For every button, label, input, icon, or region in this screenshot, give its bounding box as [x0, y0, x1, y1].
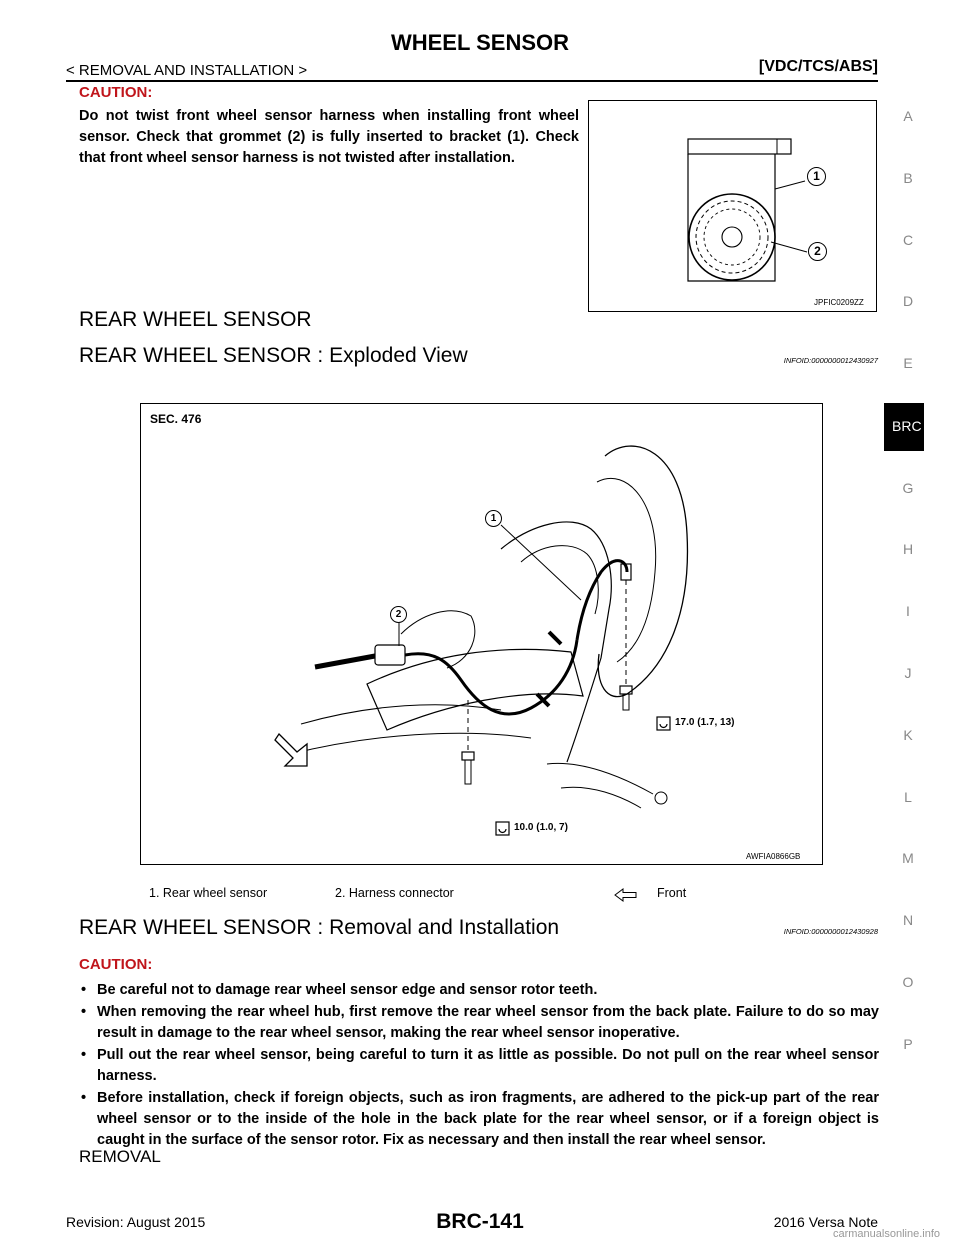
callout-grommet [808, 242, 827, 261]
torque-lower: 10.0 (1.0, 7) [514, 822, 568, 833]
side-index-letter[interactable]: P [903, 1036, 913, 1052]
legend-front-label: Front [657, 886, 687, 900]
callout-rear-wheel-sensor [485, 510, 502, 527]
figure-id: JPFIC0209ZZ [814, 298, 864, 307]
legend-item-rear-wheel-sensor: 1. Rear wheel sensor [149, 886, 268, 900]
exploded-view-figure [140, 403, 823, 865]
page-title: WHEEL SENSOR [390, 30, 570, 55]
side-index-active-tab[interactable]: BRC [884, 403, 924, 451]
side-index-letter[interactable]: J [904, 665, 912, 681]
caution-item: • Pull out the rear wheel sensor, being careful to turn it as little as possible. Do not pull on the rear wheel sensor harness. [79, 1045, 879, 1087]
side-index-letter[interactable]: B [903, 170, 913, 186]
section-heading-rear-wheel-sensor: REAR WHEEL SENSOR [79, 308, 312, 331]
section-path: < REMOVAL AND INSTALLATION > [66, 62, 308, 79]
side-index-letter[interactable]: H [902, 541, 914, 557]
side-index-letter[interactable]: N [902, 912, 914, 928]
callout-harness-connector [390, 606, 407, 623]
footer-watermark: carmanualsonline.info [832, 1228, 940, 1240]
removal-installation-heading: REAR WHEEL SENSOR : Removal and Installation [79, 916, 560, 939]
caution-list [79, 980, 879, 1152]
caution-label: CAUTION: [79, 956, 153, 973]
side-index-letter[interactable]: G [902, 480, 914, 496]
header-rule [66, 80, 878, 82]
callout-bracket-number: 1 [813, 169, 820, 183]
side-index-letter[interactable]: A [903, 108, 913, 124]
removal-installation-info-id: INFOID:0000000012430928 [783, 927, 878, 936]
callout-bracket [807, 167, 826, 186]
side-index-letter[interactable]: O [902, 974, 914, 990]
caution-label: CAUTION: [79, 84, 153, 101]
grommet-bracket-figure [588, 100, 877, 312]
grommet-bracket-drawing [589, 101, 875, 310]
footer-model: 2016 Versa Note [773, 1214, 878, 1230]
removal-heading: REMOVAL [79, 1147, 161, 1166]
callout-rear-wheel-sensor-number: 1 [490, 513, 497, 524]
caution-text: Do not twist front wheel sensor harness when installing front wheel sensor. Check that grommet (2) is fully inserted to bracket (1). Check that front wheel sensor harness is not twisted after installation. [79, 108, 579, 166]
system-tag: [VDC/TCS/ABS] [758, 58, 878, 75]
side-index-letter[interactable]: M [902, 850, 914, 866]
callout-harness-connector-number: 2 [395, 609, 402, 620]
callout-grommet-number: 2 [814, 244, 821, 258]
front-arrow-icon [614, 888, 638, 902]
footer-revision: Revision: August 2015 [66, 1214, 206, 1230]
caution-item: • Be careful not to damage rear wheel sensor edge and sensor rotor teeth. [79, 980, 879, 1001]
caution-item: • When removing the rear wheel hub, first remove the rear wheel sensor from the back plate. Failure to do so may result in damage to the rear wheel sensor, making the rear wheel sensor inoperative. [79, 1002, 879, 1044]
side-index-letter[interactable]: L [904, 789, 912, 805]
exploded-view-drawing [141, 404, 821, 863]
side-index-letter[interactable]: E [903, 355, 913, 371]
side-index-letter[interactable]: D [902, 293, 914, 309]
exploded-view-info-id: INFOID:0000000012430927 [783, 356, 878, 365]
caution-item: • Before installation, check if foreign objects, such as iron fragments, are adhered to the pick-up part of the rear wheel sensor or to the inside of the hole in the back plate for the rear wheel sensor, or if a foreign object is caught in the surface of the sensor rotor. Fix as necessary and then install the rear wheel sensor. [79, 1088, 879, 1151]
side-index-letter[interactable]: I [906, 603, 910, 619]
side-index-letter[interactable]: C [902, 232, 914, 248]
figure-id: AWFIA0866GB [746, 852, 801, 861]
exploded-view-heading: REAR WHEEL SENSOR : Exploded View [79, 344, 468, 367]
side-index-letter[interactable]: K [903, 727, 913, 743]
footer-page-number: BRC-141 [436, 1210, 524, 1233]
sec-label: SEC. 476 [150, 412, 202, 426]
torque-upper: 17.0 (1.7, 13) [675, 717, 735, 728]
legend-item-harness-connector: 2. Harness connector [335, 886, 454, 900]
